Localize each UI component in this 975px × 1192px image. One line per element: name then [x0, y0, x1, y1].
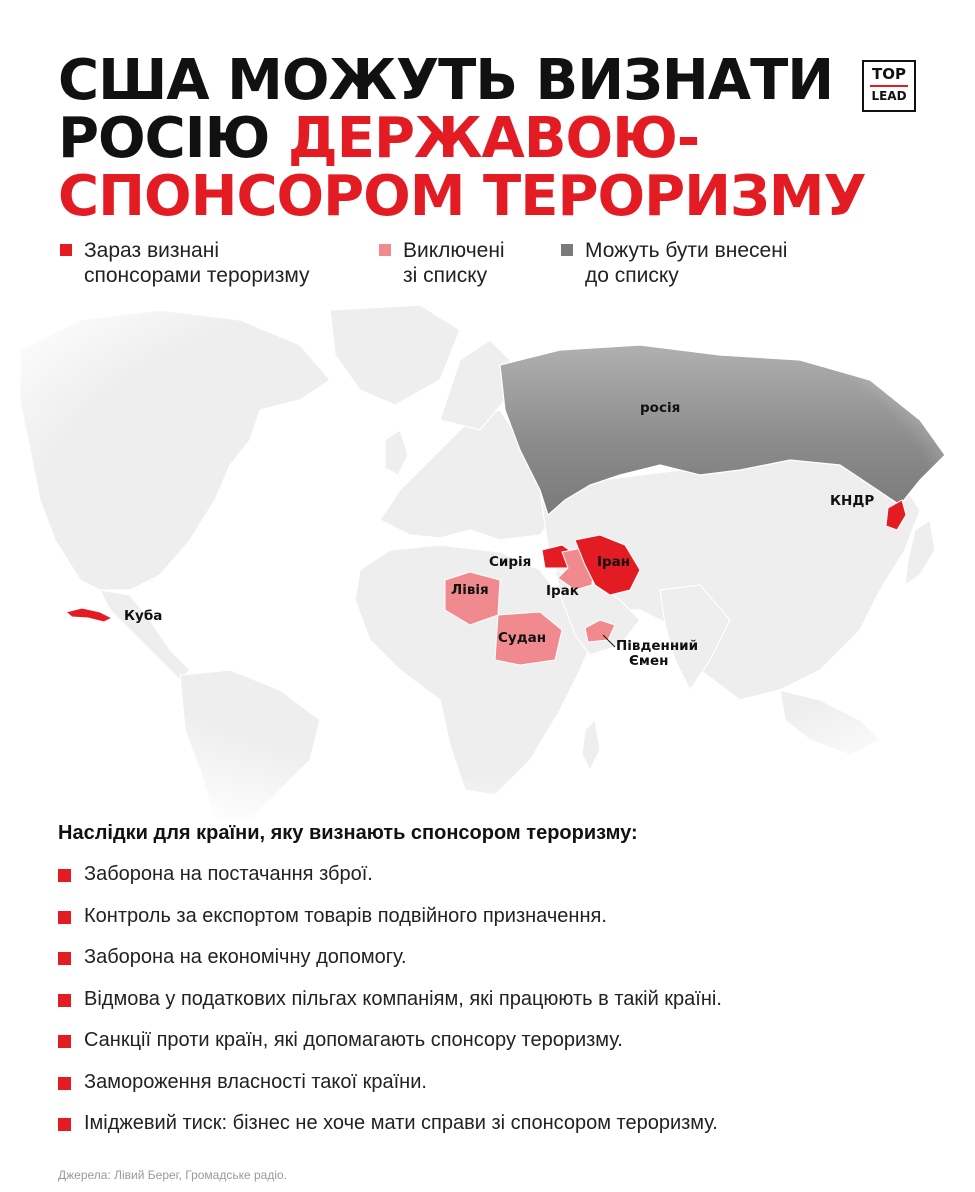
- list-item-text: Відмова у податкових пільгах компаніям, які працюють в такій країні.: [84, 987, 722, 1010]
- bullet-square-icon: [58, 1077, 71, 1090]
- label-iraq: Ірак: [546, 583, 579, 599]
- bullet-square-icon: [58, 911, 71, 924]
- list-item: [58, 1107, 722, 1149]
- list-item: [58, 900, 722, 942]
- list-item: [58, 1024, 722, 1066]
- map-edge-fade: [0, 290, 975, 820]
- bullet-square-icon: [58, 952, 71, 965]
- source-note: Джерела: Лівий Берег, Громадське радіо.: [58, 1168, 288, 1182]
- legend-possible-line-2: до списку: [585, 264, 679, 287]
- label-russia: росія: [640, 400, 681, 416]
- list-item-text: Іміджевий тиск: бізнес не хоче мати справи зі спонсором тероризму.: [84, 1112, 718, 1134]
- legend-swatch-red: [60, 244, 72, 256]
- title-line-2-red: ДЕРЖАВОЮ-: [287, 106, 700, 171]
- legend-item-current: [84, 238, 310, 288]
- list-item-text: Заборона на економічну допомогу.: [84, 946, 407, 968]
- label-south-yemen-line-1: Південний: [616, 638, 699, 654]
- bullet-square-icon: [58, 1118, 71, 1131]
- logo-top-text: TOP: [872, 65, 906, 83]
- toplead-logo: [862, 60, 916, 112]
- list-item: [58, 1066, 722, 1108]
- list-item: [58, 983, 722, 1025]
- label-libya: Лівія: [451, 582, 489, 598]
- legend-current-line-1: Зараз визнані: [84, 239, 220, 262]
- legend-removed-line-2: зі списку: [403, 264, 488, 287]
- title-line-3-red: СПОНСОРОМ ТЕРОРИЗМУ: [58, 164, 866, 229]
- label-syria: Сирія: [489, 554, 532, 570]
- world-map: [0, 290, 975, 820]
- logo-divider: [870, 85, 908, 87]
- label-iran: Іран: [597, 554, 631, 570]
- list-item: [58, 941, 722, 983]
- title-line-1: США МОЖУТЬ ВИЗНАТИ: [58, 48, 834, 113]
- legend-swatch-grey: [561, 244, 573, 256]
- consequences-title: Наслідки для країни, яку визнають спонсором тероризму:: [58, 822, 638, 844]
- legend-swatch-pink: [379, 244, 391, 256]
- list-item-text: Заборона на постачання зброї.: [84, 863, 373, 885]
- bullet-square-icon: [58, 1035, 71, 1048]
- legend-possible-line-1: Можуть бути внесені: [585, 239, 788, 262]
- consequences-list: [58, 858, 722, 1149]
- label-cuba: Куба: [124, 608, 163, 624]
- bullet-square-icon: [58, 869, 71, 882]
- legend-item-removed: [403, 238, 505, 288]
- bullet-square-icon: [58, 994, 71, 1007]
- list-item: [58, 858, 722, 900]
- list-item-text: Санкції проти країн, які допомагають спонсору тероризму.: [84, 1029, 623, 1051]
- label-dprk: КНДР: [830, 493, 875, 509]
- legend-removed-line-1: Виключені: [403, 239, 505, 262]
- page-title: [58, 48, 866, 229]
- list-item-text: Контроль за експортом товарів подвійного призначення.: [84, 904, 607, 927]
- legend-current-line-2: спонсорами тероризму: [84, 264, 310, 287]
- title-line-2-black: РОСІЮ: [58, 106, 288, 171]
- logo-bottom-text: LEAD: [871, 89, 907, 103]
- list-item-text: Замороження власності такої країни.: [84, 1070, 427, 1093]
- label-south-yemen-line-2: Ємен: [629, 653, 669, 669]
- label-sudan: Судан: [498, 630, 547, 646]
- legend-item-possible: [585, 238, 787, 288]
